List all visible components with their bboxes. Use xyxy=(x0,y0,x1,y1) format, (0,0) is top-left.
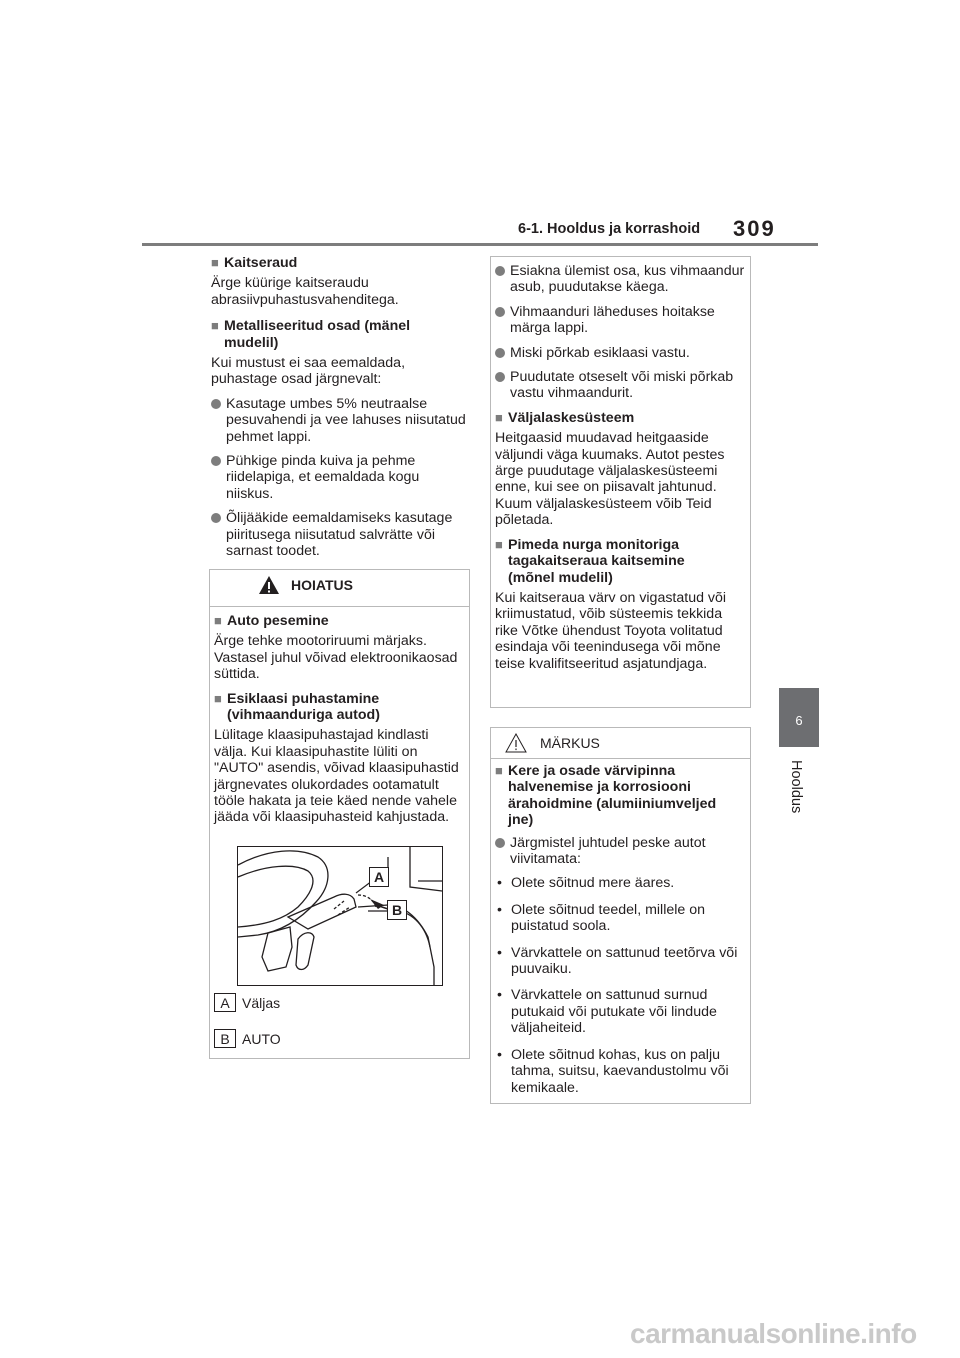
bullet-item: Pühkige pinda kuiva ja pehme riidelapiga, et eemaldada kogu niiskus. xyxy=(211,453,469,502)
warning-title: HOIATUS xyxy=(291,577,353,593)
list-item: • Olete sõitnud mere äares. xyxy=(497,875,675,892)
left-column xyxy=(211,255,469,560)
warning-box xyxy=(209,569,470,1059)
legend-a: A Väljas xyxy=(214,993,280,1012)
notice-title: MÄRKUS xyxy=(540,735,600,751)
warning-box-continued xyxy=(490,256,751,708)
text-valjalaskesusteem: Heitgaasid muudavad heitgaaside väljundi väga kuumaks. Autot pestes ärge puudutage väljalaskesüsteemi enne, kui see on piisavalt jahtunud. Kuum väljalaskesüsteem võib Teid põletada. xyxy=(495,430,725,529)
callout-a: A xyxy=(369,867,389,887)
bullet-item: Kasutage umbes 5% neutraalse pesuvahendi ja vee lahuses niisutatud pehmet lappi. xyxy=(211,396,469,445)
chapter-tab xyxy=(779,688,819,747)
legend-key: A xyxy=(214,993,236,1012)
heading-valjalaskesusteem: ■ Väljalaskesüsteem xyxy=(495,409,635,426)
list-item: • Värvkattele on sattunud surnud putukaid või putukate või lindude väljaheiteid. xyxy=(497,987,717,1037)
legend-b: B AUTO xyxy=(214,1029,281,1048)
bullet-item: Vihmaanduri läheduses hoitakse märga lappi. xyxy=(495,304,746,337)
list-item: • Värvkattele on sattunud teetõrva või puuvaiku. xyxy=(497,944,738,978)
list-item: • Olete sõitnud kohas, kus on palju tahma, suitsu, kaevandustolmu või kemikaale. xyxy=(497,1046,729,1096)
steering-column-illustration xyxy=(238,847,442,985)
text-auto-pesemine: Ärge tehke mootoriruumi märjaks. Vastasel juhul võivad elektroonikaosad süttida. xyxy=(214,633,458,683)
wiper-switch-figure xyxy=(237,846,443,986)
callout-b: B xyxy=(387,900,407,920)
heading-kere: ■ Kere ja osade värvipinna halvenemise ja korrosiooni ärahoidmine (alumiiniumveljed jne) xyxy=(495,763,717,829)
page-number: 309 xyxy=(733,216,776,241)
notice-box xyxy=(490,727,751,1104)
heading-auto-pesemine: ■ Auto pesemine xyxy=(214,613,329,629)
notice-icon xyxy=(505,733,527,753)
footer-watermark: carmanualsonline.info xyxy=(630,1318,917,1349)
text-kaitseraud: Ärge küürige kaitseraudu abrasiivpuhastusvahenditega. xyxy=(211,275,399,308)
bullet-item: Miski põrkab esiklaasi vastu. xyxy=(495,345,746,361)
chapter-title: Hooldus xyxy=(788,760,804,814)
warning-header xyxy=(210,570,469,607)
text-pimeda-nurga: Kui kaitseraua värv on vigastatud või kriimustatud, võib süsteemis tekkida rike Võtke ühendust Toyota volitatud esindaja või teenindusega või mõne teise kvalifitseeritud asjatundjaga. xyxy=(495,589,727,672)
heading-esiklaas: ■ Esiklaasi puhastamine (vihmaanduriga autod) xyxy=(214,690,380,724)
legend-key: B xyxy=(214,1029,236,1048)
page-header xyxy=(0,0,960,250)
text-esiklaas: Lülitage klaasipuhastajad kindlasti välja. Kui klaasipuhastite lüliti on "AUTO" asendis, võivad klaasipuhastid järgnevates olukordades ootamatult tööle hakata ja teie käed nende vahele jääda või klaasipuhasteid kahjustada. xyxy=(214,727,459,826)
bullet-item: Esiakna ülemist osa, kus vihmaandur asub, puudutakse käega. xyxy=(495,263,746,296)
heading-metall: ■ Metalliseeritud osad (mänel mudelil) xyxy=(211,318,411,351)
heading-pimeda-nurga: ■ Pimeda nurga monitoriga tagakaitseraua kaitsemine (mõnel mudelil) xyxy=(495,536,685,586)
list-item: • Olete sõitnud teedel, millele on puistatud soola. xyxy=(497,901,706,935)
notice-header xyxy=(491,728,750,759)
header-rule xyxy=(142,243,818,246)
section-title: 6-1. Hooldus ja korrashoid xyxy=(518,221,701,237)
bullet-item: Õlijääkide eemaldamiseks kasutage piiritusega niisutatud salvrätte või sarnast toodet. xyxy=(211,510,469,559)
bullet-item: Järgmistel juhtudel peske autot viivitamata: xyxy=(495,835,746,868)
bullet-item: Puudutate otseselt või miski põrkab vastu vihmaandurit. xyxy=(495,369,746,402)
warning-icon xyxy=(258,575,280,595)
text-metall-intro: Kui mustust ei saa eemaldada, puhastage osad järgnevalt: xyxy=(211,355,406,388)
chapter-number: 6 xyxy=(795,713,803,728)
heading-kaitseraud: ■ Kaitseraud xyxy=(211,255,298,271)
